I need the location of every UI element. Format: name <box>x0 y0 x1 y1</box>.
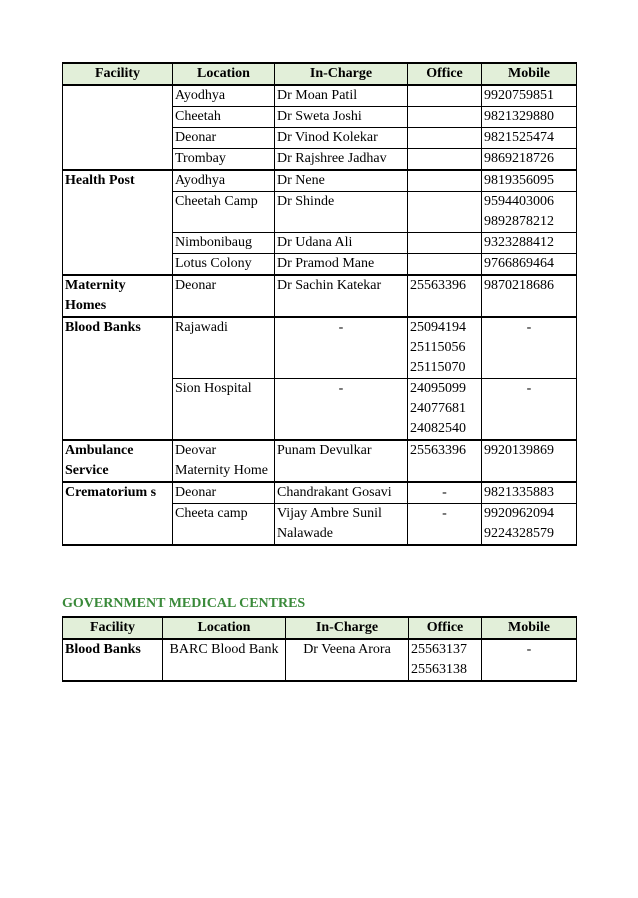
incharge-cell: Dr Moan Patil <box>275 85 408 107</box>
mobile-cell: 9920962094 9224328579 <box>482 504 577 546</box>
incharge-cell: Vijay Ambre Sunil Nalawade <box>275 504 408 546</box>
location-cell: Cheetah <box>173 107 275 128</box>
facility-cell: Blood Banks <box>63 317 173 440</box>
col-header-office: Office <box>408 63 482 85</box>
col-header-mobile: Mobile <box>482 617 577 639</box>
mobile-cell: 9920759851 <box>482 85 577 107</box>
table-header-row <box>63 617 577 639</box>
location-cell: Cheetah Camp <box>173 192 275 233</box>
mobile-cell: 9870218686 <box>482 275 577 317</box>
incharge-cell: Dr Shinde <box>275 192 408 233</box>
facility-cell: Health Post <box>63 170 173 275</box>
table-row <box>63 317 577 379</box>
office-cell: 25563396 <box>408 440 482 482</box>
mobile-cell: 9821329880 <box>482 107 577 128</box>
location-cell: Sion Hospital <box>173 379 275 441</box>
location-cell: Ayodhya <box>173 170 275 192</box>
facility-cell <box>63 85 173 170</box>
office-cell: 25563137 25563138 <box>409 639 482 681</box>
location-cell: Deonar <box>173 275 275 317</box>
mobile-cell: 9323288412 <box>482 233 577 254</box>
location-cell: Lotus Colony <box>173 254 275 276</box>
mobile-cell: 9920139869 <box>482 440 577 482</box>
office-cell <box>408 107 482 128</box>
table-row <box>63 170 577 192</box>
facility-cell: Ambulance Service <box>63 440 173 482</box>
office-cell <box>408 233 482 254</box>
location-cell: Deonar <box>173 482 275 504</box>
incharge-cell: Dr Pramod Mane <box>275 254 408 276</box>
facility-table <box>62 62 577 546</box>
incharge-cell: Chandrakant Gosavi <box>275 482 408 504</box>
col-header-location: Location <box>173 63 275 85</box>
incharge-cell: Dr Sweta Joshi <box>275 107 408 128</box>
incharge-cell: Dr Sachin Katekar <box>275 275 408 317</box>
office-cell: - <box>408 482 482 504</box>
location-cell: Deovar Maternity Home <box>173 440 275 482</box>
office-cell: 24095099 24077681 24082540 <box>408 379 482 441</box>
incharge-cell: Dr Rajshree Jadhav <box>275 149 408 171</box>
office-cell <box>408 85 482 107</box>
incharge-cell: Dr Udana Ali <box>275 233 408 254</box>
incharge-cell: Dr Veena Arora <box>286 639 409 681</box>
location-cell: BARC Blood Bank <box>163 639 286 681</box>
mobile-cell: 9766869464 <box>482 254 577 276</box>
col-header-mobile: Mobile <box>482 63 577 85</box>
incharge-cell: - <box>275 379 408 441</box>
mobile-cell: 9594403006 9892878212 <box>482 192 577 233</box>
office-cell: 25094194 25115056 25115070 <box>408 317 482 379</box>
col-header-office: Office <box>409 617 482 639</box>
mobile-cell: 9869218726 <box>482 149 577 171</box>
col-header-facility: Facility <box>63 617 163 639</box>
incharge-cell: Punam Devulkar <box>275 440 408 482</box>
facility-cell: Crematorium s <box>63 482 173 545</box>
office-cell <box>408 170 482 192</box>
location-cell: Cheeta camp <box>173 504 275 546</box>
location-cell: Deonar <box>173 128 275 149</box>
location-cell: Ayodhya <box>173 85 275 107</box>
table-row <box>63 275 577 317</box>
office-cell <box>408 254 482 276</box>
col-header-facility: Facility <box>63 63 173 85</box>
table-row <box>63 85 577 107</box>
facility-cell: Maternity Homes <box>63 275 173 317</box>
office-cell <box>408 128 482 149</box>
mobile-cell: - <box>482 379 577 441</box>
location-cell: Rajawadi <box>173 317 275 379</box>
incharge-cell: - <box>275 317 408 379</box>
office-cell: 25563396 <box>408 275 482 317</box>
location-cell: Trombay <box>173 149 275 171</box>
col-header-location: Location <box>163 617 286 639</box>
mobile-cell: 9821335883 <box>482 482 577 504</box>
office-cell: - <box>408 504 482 546</box>
government-centres-table <box>62 616 577 682</box>
table-row <box>63 482 577 504</box>
table-header-row <box>63 63 577 85</box>
table-row <box>63 440 577 482</box>
incharge-cell: Dr Nene <box>275 170 408 192</box>
facility-cell: Blood Banks <box>63 639 163 681</box>
incharge-cell: Dr Vinod Kolekar <box>275 128 408 149</box>
section-title: GOVERNMENT MEDICAL CENTRES <box>62 596 306 611</box>
col-header-in-charge: In-Charge <box>286 617 409 639</box>
mobile-cell: 9821525474 <box>482 128 577 149</box>
location-cell: Nimbonibaug <box>173 233 275 254</box>
mobile-cell: - <box>482 317 577 379</box>
mobile-cell: 9819356095 <box>482 170 577 192</box>
office-cell <box>408 149 482 171</box>
office-cell <box>408 192 482 233</box>
mobile-cell: - <box>482 639 577 681</box>
table-row <box>63 639 577 681</box>
col-header-in-charge: In-Charge <box>275 63 408 85</box>
